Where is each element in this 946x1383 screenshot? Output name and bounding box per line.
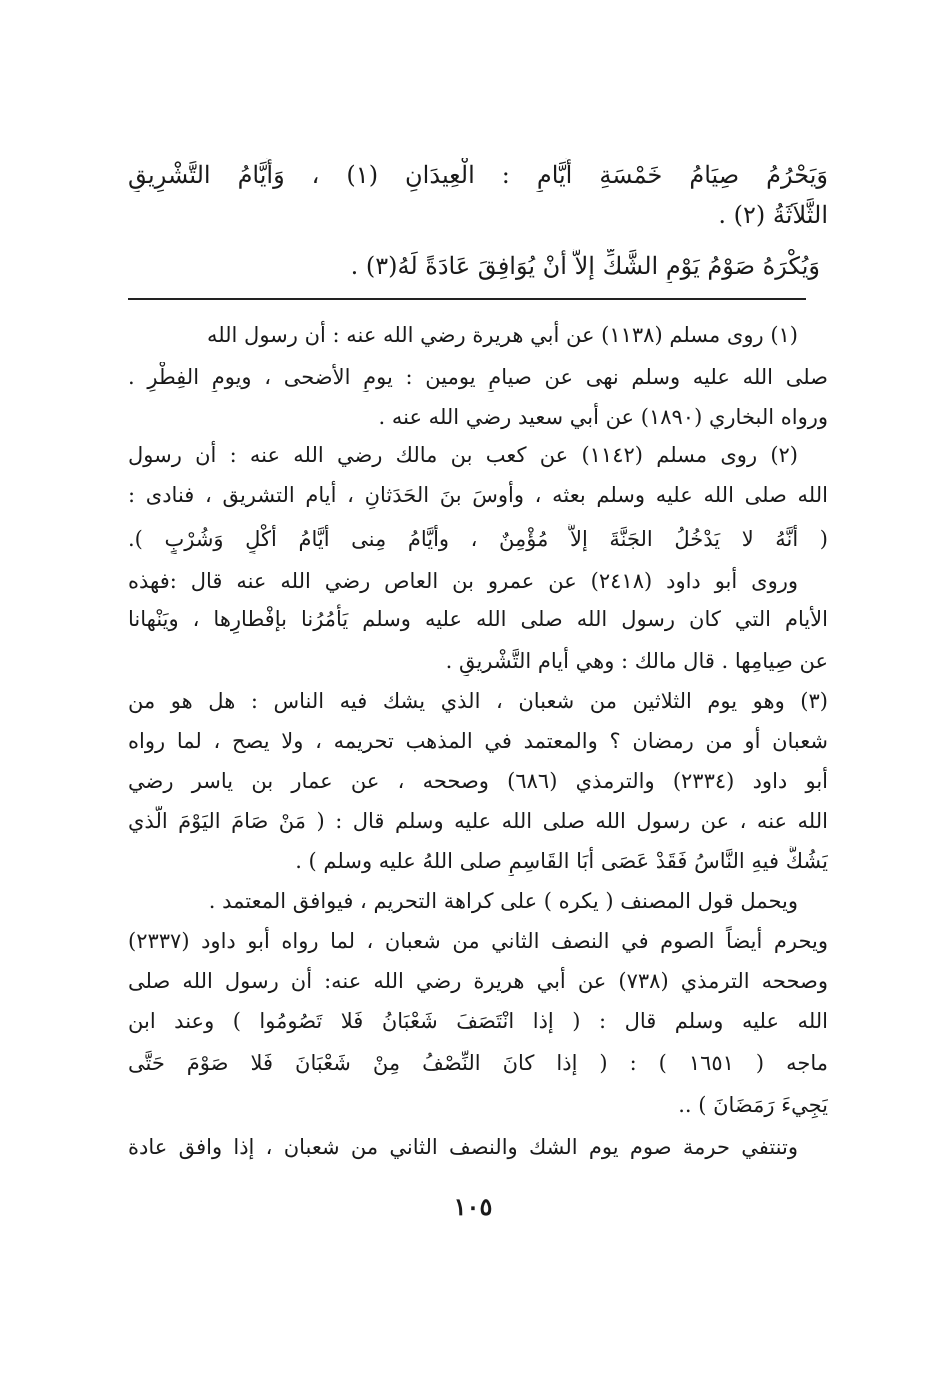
main-text-line-1: وَيَحْرُمُ صِيَامُ خَمْسَةِ أَيَّامٍ : الْعِيدَانِ (١) ، وَأَيَّامُ التَّشْرِيقِ [128,161,828,189]
footnote-line: ورواه البخاري (١٨٩٠) عن أبي سعيد رضي الله عنه . [378,405,828,429]
footnote-line: (٢) روى مسلم (١١٤٢) عن كعب بن مالك رضي الله عنه : أن رسول [128,443,798,467]
footnote-line: وصححه الترمذي (٧٣٨) عن أبي هريرة رضي الله عنه: أن رسول الله صلى [128,969,828,993]
footnote-line: يَجِيءَ رَمَضَانَ ) .. [678,1093,828,1117]
footnote-separator [128,298,806,300]
footnote-line: ويحرم أيضاً الصوم في النصف الثاني من شعبان ، لما رواه أبو داود (٢٣٣٧) [128,929,828,953]
footnote-line: ماجه ( ١٦٥١ ) : ( إذا كانَ النِّصْفُ مِنْ شَعْبَانَ فَلا صَوْمَ حَتَّى [128,1051,828,1075]
footnote-line: (٣) وهو يوم الثلاثين من شعبان ، الذي يشك فيه الناس : هل هو من [128,689,828,713]
footnote-line: الله صلى الله عليه وسلم بعثه ، وأوسَ بنَ الحَدَثانِ ، أيام التشريق ، فنادى : [128,483,828,507]
footnote-line: وروى أبو داود (٢٤١٨) عن عمرو بن العاص رضي الله عنه قال :فهذه [128,569,798,593]
footnote-line: ( أنَّهُ لا يَدْخُلُ الجَنَّةَ إلاَّ مُؤْمِنٌ ، وأيَّامُ مِنى أيَّامُ أكْلٍ وَشُرْبٍ ). [128,527,828,551]
footnote-line: شعبان أو من رمضان ؟ والمعتمد في المذهب تحريمه ، ولا يصح ، لما رواه [128,729,828,753]
footnote-line: وتنتفي حرمة صوم يوم الشك والنصف الثاني من شعبان ، إذا وافق عادة [128,1135,798,1159]
footnote-line: الله عنه ، عن رسول الله صلى الله عليه وسلم قال : ( مَنْ صَامَ اليَوْمَ الَّذي [128,809,828,833]
footnote-line: الله عليه وسلم قال : ( إذا انْتَصَفَ شَعْبَانُ فَلا تَصُومُوا ) وعند ابن [128,1009,828,1033]
footnote-line: يَشُكُّ فيهِ النَّاسُ فَقَدْ عَصَى أبَا القَاسِمِ صلى اللهُ عليه وسلم ) . [295,849,828,873]
footnote-line: أبو داود (٢٣٣٤) والترمذي (٦٨٦) وصححه ، عن عمار بن ياسر رضي [128,769,828,793]
main-text-line-2: الثَّلاَثَةُ (٢) . [718,201,828,229]
page-number: ١٠٥ [453,1192,493,1221]
footnote-line: عن صِيامِها . قال مالك : وهي أيام التَّشْريقِ . [445,649,828,673]
footnote-line: (١) روى مسلم (١١٣٨) عن أبي هريرة رضي الله عنه : أن رسول الله [206,323,798,347]
main-text-line-3: وَيُكْرَهُ صَوْمُ يَوْمِ الشَّكِّ إلاَّ أنْ يُوَافِقَ عَادَةً لَهُ(٣) . [350,252,820,280]
footnote-line: صلى الله عليه وسلم نهى عن صيامِ يومين : يومِ الأضحى ، ويومِ الفِطْرِ . [128,365,828,389]
footnote-line: الأيام التي كان رسول الله صلى الله عليه وسلم يَأمُرُنا بإفْطارِها ، ويَنْهانا [128,607,828,631]
footnote-line: ويحمل قول المصنف ( يكره ) على كراهة التحريم ، فيوافق المعتمد . [208,889,798,913]
